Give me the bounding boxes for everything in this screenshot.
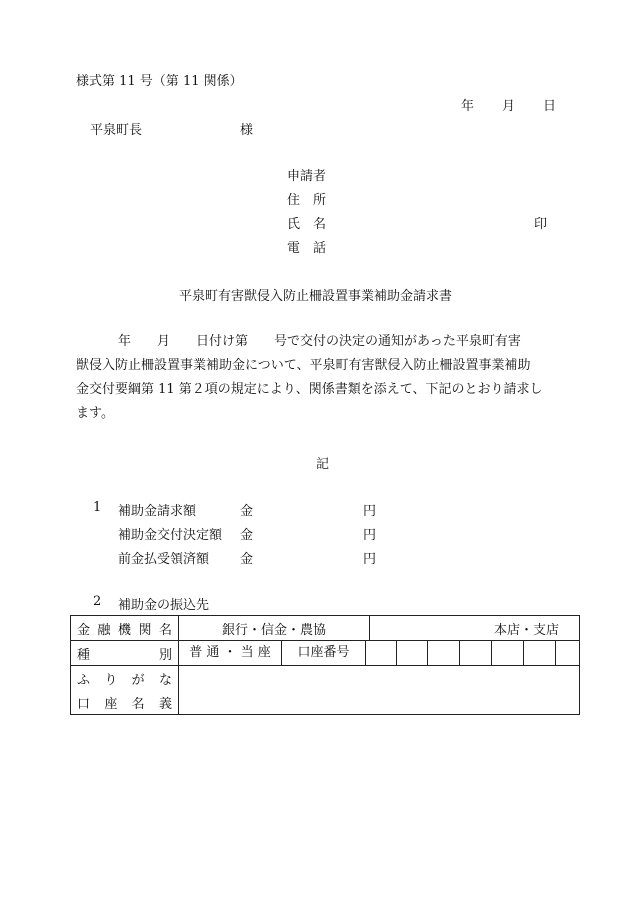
account-detail-cell	[179, 641, 580, 666]
holder-label: 口 座 名 義	[77, 696, 172, 712]
addressee-honorific: 様	[240, 123, 254, 138]
branch-type-cell[interactable]	[370, 616, 580, 641]
furigana-row	[71, 666, 580, 691]
institution-label-cell	[71, 616, 179, 641]
account-digit-box[interactable]	[556, 641, 579, 665]
bank-account-table	[70, 615, 580, 715]
section1-number: 1	[93, 500, 102, 515]
applicant-address-label: 住 所	[287, 193, 327, 208]
ki-heading: 記	[316, 457, 330, 472]
request-body	[76, 330, 556, 426]
section2-number: 2	[93, 594, 102, 609]
section2-heading: 補助金の振込先	[118, 598, 210, 613]
claim-amount-prefix: 金	[240, 504, 254, 519]
institution-label: 金 融 機 関 名	[77, 622, 172, 638]
seal-mark: 印	[534, 217, 548, 232]
applicant-name-label: 氏 名	[287, 217, 327, 232]
account-holder-value-cell[interactable]	[179, 666, 580, 715]
date-month-label: 月	[502, 99, 516, 114]
branch-types: 本店・支店	[493, 622, 559, 638]
institution-types: 銀行・信金・農協	[221, 622, 326, 638]
advance-received-suffix: 円	[363, 552, 377, 567]
body-line-2: 獣侵入防止柵設置事業補助金について、平泉町有害獣侵入防止柵設置事業補助	[76, 358, 531, 373]
decision-amount-suffix: 円	[363, 528, 377, 543]
document-title: 平泉町有害獣侵入防止柵設置事業補助金請求書	[179, 289, 453, 304]
body-line-4: ます。	[76, 406, 114, 421]
date-day-label: 日	[543, 99, 557, 114]
addressee-name: 平泉町長	[90, 123, 143, 138]
decision-amount-prefix: 金	[240, 528, 254, 543]
account-digit-box[interactable]	[366, 641, 397, 665]
furigana-label: ふ り が な	[77, 672, 172, 688]
account-digit-box[interactable]	[492, 641, 524, 665]
claim-amount-suffix: 円	[363, 504, 377, 519]
holder-label-cell	[71, 690, 179, 715]
applicant-phone-label: 電 話	[287, 241, 327, 256]
account-digit-box[interactable]	[397, 641, 428, 665]
account-number-label: 口座番号	[282, 641, 366, 665]
body-line-1: 年 月 日付け第 号で交付の決定の通知があった平泉町有害	[118, 334, 521, 349]
form-number: 様式第 11 号（第 11 関係）	[76, 74, 243, 89]
account-digit-box[interactable]	[428, 641, 460, 665]
decision-amount-label: 補助金交付決定額	[118, 528, 223, 543]
institution-row	[71, 616, 580, 641]
account-type-options[interactable]: 普 通 ・ 当 座	[179, 641, 282, 665]
account-digit-box[interactable]	[460, 641, 492, 665]
applicant-heading: 申請者	[287, 169, 327, 184]
account-type-label: 種 別	[77, 647, 172, 663]
advance-received-prefix: 金	[240, 552, 254, 567]
advance-received-label: 前金払受領済額	[118, 552, 210, 567]
account-digit-box[interactable]	[524, 641, 556, 665]
claim-amount-label: 補助金請求額	[118, 504, 197, 519]
account-type-label-cell	[71, 641, 179, 666]
institution-type-cell[interactable]	[179, 616, 370, 641]
furigana-label-cell	[71, 666, 179, 691]
account-type-row	[71, 641, 580, 666]
date-year-label: 年	[461, 99, 475, 114]
body-line-3: 金交付要綱第 11 第２項の規定により、関係書類を添えて、下記のとおり請求し	[76, 382, 543, 397]
